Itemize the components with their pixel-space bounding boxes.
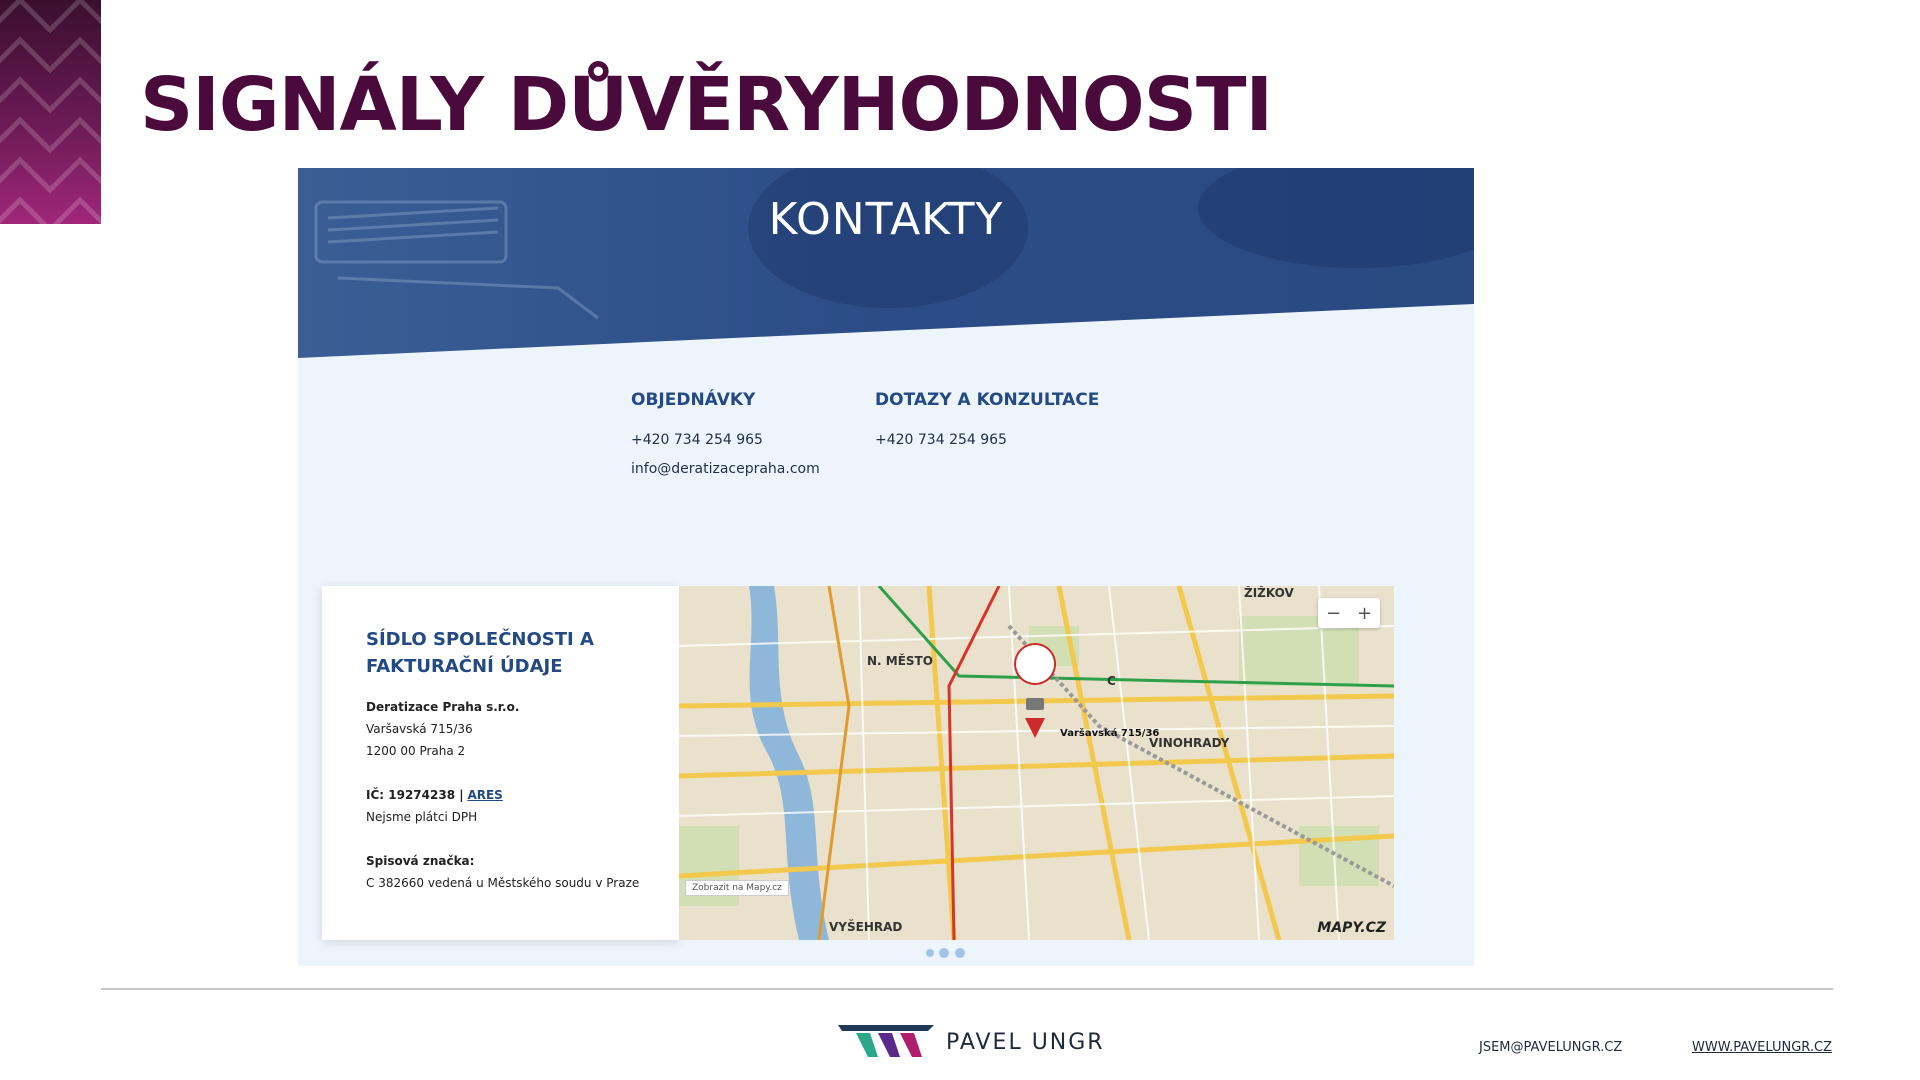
open-in-mapy-link[interactable]: Zobrazit na Mapy.cz xyxy=(685,880,789,896)
orders-phone-link[interactable]: +420 734 254 965 xyxy=(631,432,763,448)
footer-email[interactable]: JSEM@PAVELUNGR.CZ xyxy=(1479,1040,1623,1055)
hero-title: KONTAKTY xyxy=(768,194,1004,245)
map-label-zizkov: ŽIŽKOV xyxy=(1244,586,1294,600)
company-card xyxy=(322,586,679,940)
orders-email-link[interactable]: info@deratizacepraha.com xyxy=(631,461,820,477)
company-ico-row xyxy=(366,788,503,802)
company-city: 1200 00 Praha 2 xyxy=(366,744,466,758)
company-file-value: C 382660 vedená u Městského soudu v Praze xyxy=(366,876,640,890)
map-zoom-control xyxy=(1318,598,1380,628)
footer-logo xyxy=(838,1024,1105,1060)
map-label-metro-c: C xyxy=(1107,674,1116,688)
hand-icon xyxy=(916,946,976,960)
slide-title: SIGNÁLY DŮVĚRYHODNOSTI xyxy=(140,62,1273,148)
zoom-out-button[interactable]: − xyxy=(1325,602,1342,624)
ares-link[interactable]: ARES xyxy=(467,788,503,802)
pavel-ungr-logo-icon xyxy=(838,1025,934,1059)
company-ico: IČ: 19274238 | xyxy=(366,788,464,802)
website-screenshot xyxy=(298,168,1474,966)
map-label-vinohrady: VINOHRADY xyxy=(1149,736,1230,750)
map-label-nove-mesto: N. MĚSTO xyxy=(867,654,933,668)
questions-phone-link[interactable]: +420 734 254 965 xyxy=(875,432,1007,448)
company-name: Deratizace Praha s.r.o. xyxy=(366,700,520,714)
footer-divider xyxy=(101,988,1833,990)
company-file-label: Spisová značka: xyxy=(366,854,475,868)
footer-name: PAVEL UNGR xyxy=(946,1029,1105,1055)
hero-banner xyxy=(298,168,1474,358)
company-street: Varšavská 715/36 xyxy=(366,722,473,736)
company-heading: SÍDLO SPOLEČNOSTI A FAKTURAČNÍ ÚDAJE xyxy=(366,629,594,677)
orders-column xyxy=(631,390,820,484)
company-vat: Nejsme plátci DPH xyxy=(366,810,478,824)
corner-pattern xyxy=(0,0,101,224)
map-label-vysehrad: VYŠEHRAD xyxy=(829,920,903,934)
zoom-in-button[interactable]: + xyxy=(1356,602,1373,624)
questions-column xyxy=(875,390,1099,455)
footer-web-link[interactable]: WWW.PAVELUNGR.CZ xyxy=(1692,1040,1832,1055)
questions-heading: DOTAZY A KONZULTACE xyxy=(875,390,1100,410)
mapy-logo: MAPY.CZ xyxy=(1317,920,1386,936)
map-pin-label: Varšavská 715/36 xyxy=(1060,728,1160,739)
orders-heading: OBJEDNÁVKY xyxy=(631,390,756,410)
map-widget[interactable] xyxy=(679,586,1394,940)
